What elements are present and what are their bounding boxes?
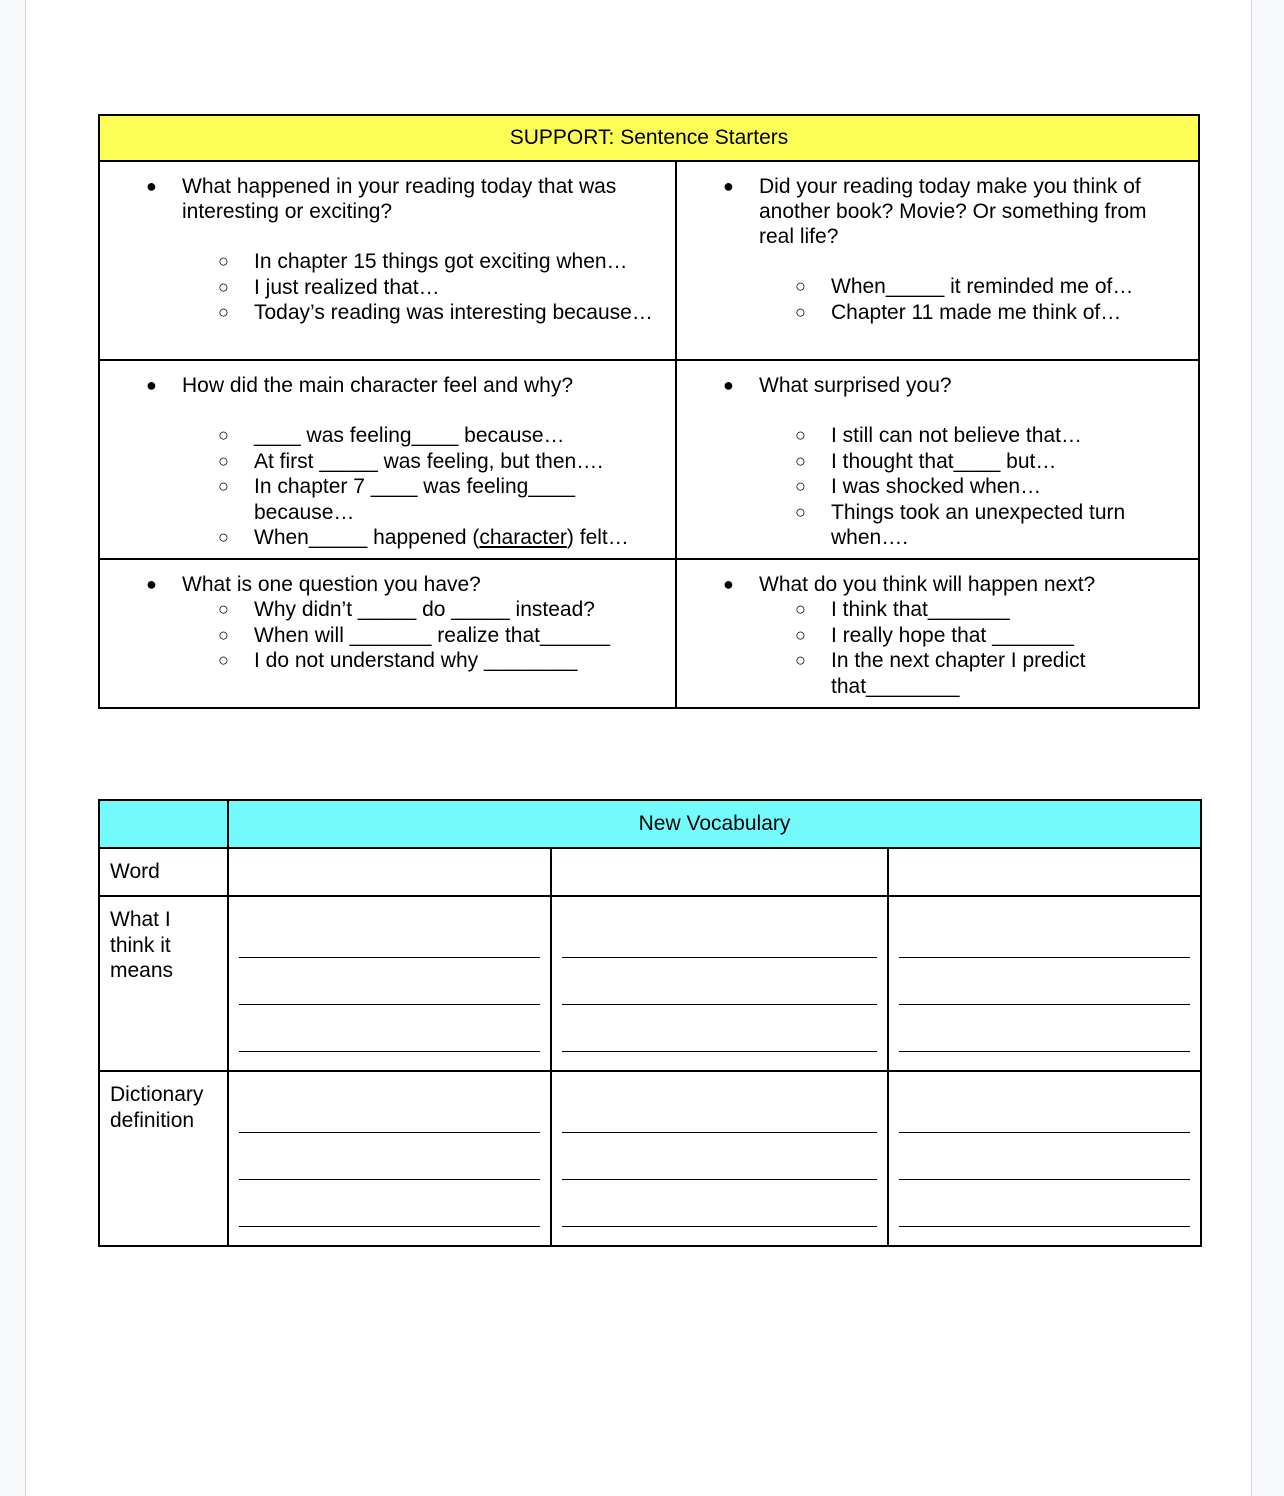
support-table-title: SUPPORT: Sentence Starters: [99, 115, 1199, 161]
starter-item: ○ I was shocked when…: [795, 475, 1042, 498]
sub-bullet-icon: ○: [795, 650, 806, 670]
starter-item: ○ I thought that____ but…: [795, 449, 1057, 473]
sub-bullet-icon: ○: [218, 450, 229, 471]
question-text: What surprised you?: [759, 374, 952, 397]
sub-bullet-icon: ○: [218, 624, 229, 645]
starter-item: ○ I think that_______: [795, 598, 1010, 621]
sub-bullet-icon: ○: [795, 425, 806, 445]
starter-cell-prediction: [676, 559, 1199, 708]
word-input-cell[interactable]: [228, 848, 551, 896]
question-text: How did the main character feel and why?: [182, 374, 574, 397]
starter-cell-surprise: [676, 360, 1199, 559]
word-input-cell[interactable]: [551, 848, 888, 896]
sub-bullet-icon: ○: [218, 425, 229, 445]
starter-item: ○ I just realized that…: [218, 275, 440, 299]
sub-bullet-icon: ○: [218, 302, 229, 322]
document-page: [25, 0, 1252, 1496]
meaning-input-cell[interactable]: [551, 896, 888, 1071]
bullet-icon: ●: [723, 574, 734, 594]
sub-bullet-icon: ○: [795, 599, 806, 619]
sub-bullet-icon: ○: [218, 599, 229, 619]
question-text: Did your reading today make you think of another book? Movie? Or something from real life?: [759, 175, 1147, 248]
starter-item: ○ When_____ it reminded me of…: [795, 275, 1134, 298]
vocab-header-blank: [99, 800, 228, 848]
writing-line: [899, 1180, 1190, 1227]
starter-cell-exciting: [99, 161, 676, 360]
writing-line: [899, 897, 1190, 958]
sub-bullet-icon: ○: [218, 527, 229, 547]
question-text: What happened in your reading today that was interesting or exciting?: [182, 175, 617, 223]
sub-bullet-icon: ○: [795, 624, 806, 645]
writing-line: [562, 1072, 877, 1133]
definition-input-cell[interactable]: [228, 1071, 551, 1246]
writing-line: [239, 1180, 540, 1227]
row-label-meaning: What I think it means: [99, 896, 228, 1071]
starter-item: ○ Things took an unexpected turn when….: [795, 500, 1126, 549]
writing-line: [899, 1133, 1190, 1180]
starter-item: ○ In the next chapter I predict that________: [795, 649, 1086, 698]
starter-item: ○ I really hope that _______: [795, 623, 1074, 647]
starter-item: ○ In chapter 15 things got exciting when…: [218, 250, 628, 273]
sub-bullet-icon: ○: [218, 251, 229, 271]
sub-bullet-icon: ○: [795, 501, 806, 522]
sub-bullet-icon: ○: [218, 476, 229, 496]
bullet-icon: ●: [146, 375, 157, 395]
bullet-icon: ●: [146, 176, 157, 196]
starter-item: ○ Today’s reading was interesting because…: [218, 301, 653, 324]
writing-line: [239, 1005, 540, 1052]
vocab-table-title: New Vocabulary: [228, 800, 1201, 848]
starter-item: ○ At first _____ was feeling, but then….: [218, 449, 604, 473]
starter-item: ○ When_____ happened (character) felt…: [218, 526, 629, 549]
starter-item: ○ I still can not believe that…: [795, 424, 1082, 447]
word-input-cell[interactable]: [888, 848, 1201, 896]
starter-cell-character-feelings: [99, 360, 676, 559]
writing-line: [239, 897, 540, 958]
sentence-starters-table: [98, 114, 1200, 709]
row-label-word: Word: [99, 848, 228, 896]
sub-bullet-icon: ○: [218, 276, 229, 297]
starter-item: ○ When will _______ realize that______: [218, 623, 611, 647]
bullet-icon: ●: [723, 176, 734, 196]
bullet-icon: ●: [146, 574, 157, 594]
starter-item: ○ ____ was feeling____ because…: [218, 424, 565, 447]
writing-line: [239, 958, 540, 1005]
sub-bullet-icon: ○: [795, 301, 806, 322]
starter-item: ○ I do not understand why ________: [218, 649, 578, 672]
sub-bullet-icon: ○: [795, 476, 806, 496]
question-text: What is one question you have?: [182, 573, 481, 596]
definition-input-cell[interactable]: [551, 1071, 888, 1246]
starter-cell-connections: [676, 161, 1199, 360]
definition-input-cell[interactable]: [888, 1071, 1201, 1246]
underlined-word: character: [479, 526, 567, 549]
starter-item: ○ Chapter 11 made me think of…: [795, 300, 1122, 324]
meaning-input-cell[interactable]: [888, 896, 1201, 1071]
row-label-definition: Dictionary definition: [99, 1071, 228, 1246]
bullet-icon: ●: [723, 375, 734, 395]
sub-bullet-icon: ○: [218, 650, 229, 670]
writing-line: [899, 1072, 1190, 1133]
writing-line: [562, 958, 877, 1005]
writing-line: [562, 1133, 877, 1180]
writing-line: [562, 1005, 877, 1052]
starter-item: ○ In chapter 7 ____ was feeling____ because…: [218, 475, 576, 524]
writing-line: [239, 1072, 540, 1133]
writing-line: [239, 1133, 540, 1180]
vocabulary-table: [98, 799, 1202, 1247]
writing-line: [899, 1005, 1190, 1052]
starter-cell-question: [99, 559, 676, 708]
question-text: What do you think will happen next?: [759, 573, 1096, 596]
writing-line: [562, 897, 877, 958]
sub-bullet-icon: ○: [795, 276, 806, 296]
meaning-input-cell[interactable]: [228, 896, 551, 1071]
starter-item: ○ Why didn’t _____ do _____ instead?: [218, 598, 595, 621]
sub-bullet-icon: ○: [795, 450, 806, 471]
writing-line: [562, 1180, 877, 1227]
writing-line: [899, 958, 1190, 1005]
